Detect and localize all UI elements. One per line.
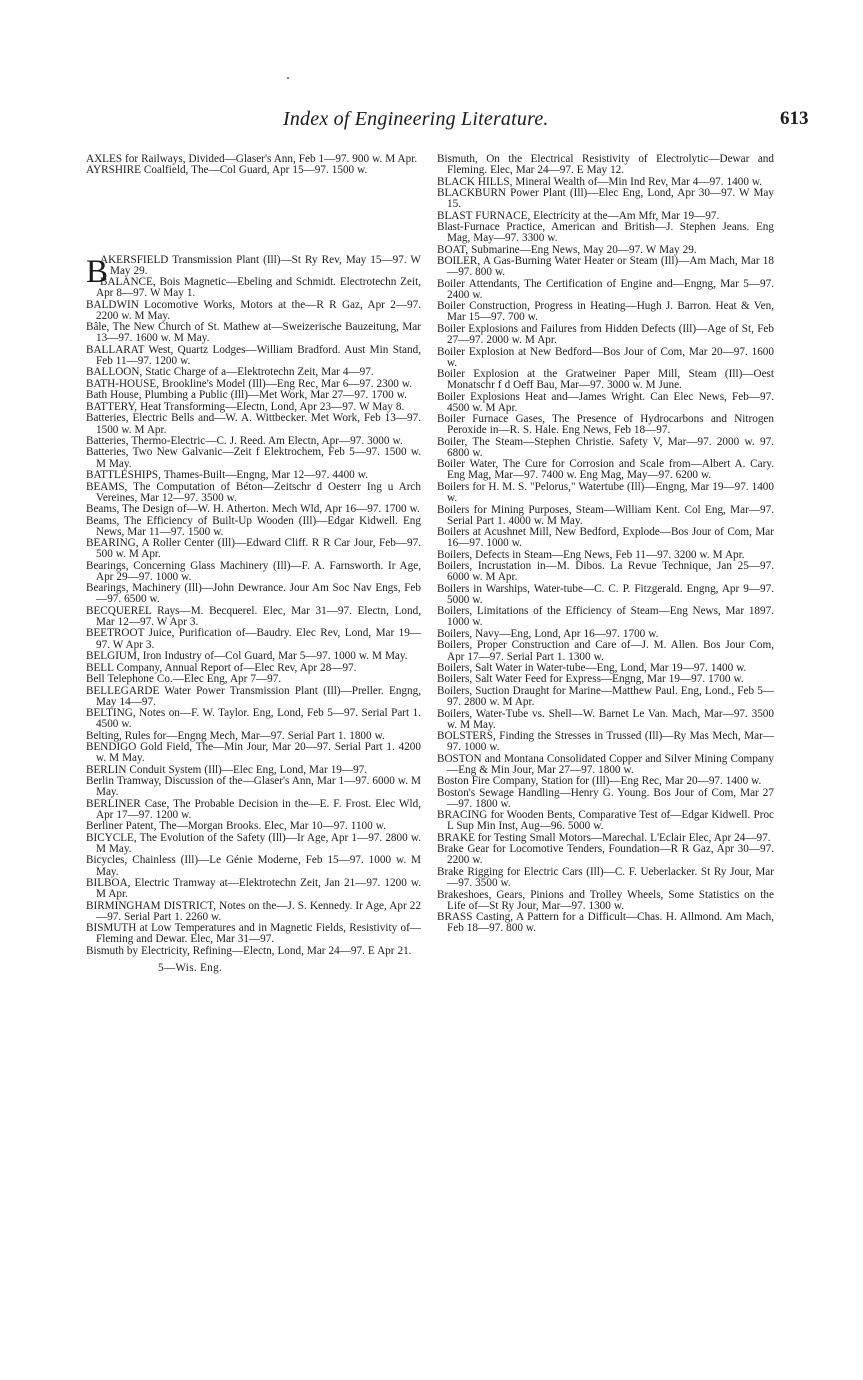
index-entry: Bearings, Concerning Glass Machinery (Ill)—F. A. Farnsworth. Ir Age, Apr 29—97. 1000 w. bbox=[86, 559, 421, 583]
index-entry: Beams, The Design of—W. H. Atherton. Mech Wld, Apr 16—97. 1700 w. bbox=[86, 503, 420, 516]
index-entry: BERLINER Case, The Probable Decision in the—E. F. Frost. Elec Wld, Apr 17—97. 1200 w. bbox=[86, 797, 421, 821]
index-entry: Boilers, Incrustation in—M. Dibos. La Revue Technique, Jan 25—97. 6000 w. M Apr. bbox=[437, 560, 774, 584]
index-entry: Batteries, Electric Bells and—W. A. Wittbecker. Met Work, Feb 13—97. 1500 w. M Apr. bbox=[86, 412, 421, 436]
index-entry: BELLEGARDE Water Power Transmission Plant (Ill)—Preller. Engng, May 14—97. bbox=[86, 684, 421, 708]
index-entry: BEAMS, The Computation of Béton—Zeitschr d Oesterr Ing u Arch Vereines, Mar 12—97. 3500 w. bbox=[86, 480, 421, 504]
index-entry: BALLOON, Static Charge of a—Elektrotechn Zeit, Mar 4—97. bbox=[86, 366, 374, 379]
index-entry: Boilers, Salt Water Feed for Express—Engng, Mar 19—97. 1700 w. bbox=[437, 673, 744, 686]
index-entry: BIRMINGHAM DISTRICT, Notes on the—J. S. Kennedy. Ir Age, Apr 22—97. Serial Part 1. 2260 w. bbox=[86, 899, 421, 923]
index-entry: BISMUTH at Low Temperatures and in Magnetic Fields, Resistivity of—Fleming and Dewar. Elec, Mar 31—97. bbox=[86, 922, 421, 946]
index-entry: Beams, The Efficiency of Built-Up Wooden (Ill)—Edgar Kidwell. Eng News, Mar 11—97. 1500 w. bbox=[86, 514, 421, 538]
page-number: 613 bbox=[780, 108, 809, 129]
index-entry: BECQUEREL Rays—M. Becquerel. Elec, Mar 31—97. Electn, Lond, Mar 12—97. W Apr 3. bbox=[86, 604, 421, 628]
index-entry: BICYCLE, The Evolution of the Safety (Ill)—Ir Age, Apr 1—97. 2800 w. M May. bbox=[86, 831, 421, 855]
index-entry: BRACING for Wooden Bents, Comparative Test of—Edgar Kidwell. Proc L Sup Min Inst, Aug—96. 5000 w. bbox=[437, 809, 774, 833]
index-entry: BENDIGO Gold Field, The—Min Jour, Mar 20—97. Serial Part 1. 4200 w. M May. bbox=[86, 741, 421, 765]
index-entry: Boilers for Mining Purposes, Steam—William Kent. Col Eng, Mar—97. Serial Part 1. 4000 w. M May. bbox=[437, 503, 774, 527]
index-entry: BELTING, Notes on—F. W. Taylor. Eng, Lond, Feb 5—97. Serial Part 1. 4500 w. bbox=[86, 707, 421, 731]
index-entry: AYRSHIRE Coalfield, The—Col Guard, Apr 15—97. 1500 w. bbox=[86, 164, 368, 177]
index-entry: BOILER, A Gas-Burning Water Heater or Steam (Ill)—Am Mach, Mar 18—97. 800 w. bbox=[437, 255, 774, 279]
index-entry: Boilers, Navy—Eng, Lond, Apr 16—97. 1700 w. bbox=[437, 627, 659, 640]
drop-cap-letter: B bbox=[86, 253, 109, 290]
index-entry: Boilers, Water-Tube vs. Shell—W. Barnet Le Van. Mach, Mar—97. 3500 w. M May. bbox=[437, 707, 774, 731]
index-entry: BOSTON and Montana Consolidated Copper and Silver Mining Company—Eng & Min Jour, Mar 27—97. 1800 w. bbox=[437, 752, 774, 776]
index-entry: BOAT, Submarine—Eng News, May 20—97. W May 29. bbox=[437, 243, 697, 256]
index-entry: Boilers for H. M. S. "Pelorus," Watertube (Ill)—Engng, Mar 19—97. 1400 w. bbox=[437, 480, 774, 505]
index-entry: Boiler Attendants, The Certification of Engine and—Engng, Mar 5—97. 2400 w. bbox=[437, 277, 774, 301]
index-entry: Boston's Sewage Handling—Henry G. Young. Bos Jour of Com, Mar 27—97. 1800 w. bbox=[437, 786, 774, 810]
index-entry: Boiler Explosion at the Gratweiner Paper Mill, Steam (Ill)—Oest Monatschr f d Oeff Bau, Mar—97. 3000 w. M June. bbox=[437, 368, 774, 392]
index-entry: Belting, Rules for—Engng Mech, Mar—97. Serial Part 1. 1800 w. bbox=[86, 729, 385, 742]
index-entry: Boiler Explosions and Failures from Hidden Defects (Ill)—Age of St, Feb 27—97. 2000 w. M Apr. bbox=[437, 322, 774, 347]
index-entry: BEARING, A Roller Center (Ill)—Edward Cliff. R R Car Jour, Feb—97. 500 w. M Apr. bbox=[86, 537, 421, 561]
index-entry: Boston Fire Company, Station for (Ill)—Eng Rec, Mar 20—97. 1400 w. bbox=[437, 775, 762, 788]
index-entry: Boilers, Salt Water in Water-tube—Eng, Lond, Mar 19—97. 1400 w. bbox=[437, 661, 747, 674]
index-entry: Boiler Construction, Progress in Heating—Hugh J. Barron. Heat & Ven, Mar 15—97. 700 w. bbox=[437, 300, 774, 324]
index-entry: BATTLESHIPS, Thames-Built—Engng, Mar 12—97. 4400 w. bbox=[86, 469, 368, 482]
index-entry: BELGIUM, Iron Industry of—Col Guard, Mar 5—97. 1000 w. M May. bbox=[86, 650, 408, 663]
index-entry: Boilers at Acushnet Mill, New Bedford, Explode—Bos Jour of Com, Mar 16—97. 1000 w. bbox=[437, 526, 774, 550]
index-entry: Boilers, Suction Draught for Marine—Matthew Paul. Eng, Lond., Feb 5—97. 2800 w. M Apr. bbox=[437, 684, 774, 709]
index-entry: Brakeshoes, Gears, Pinions and Trolley Wheels, Some Statistics on the Life of—St Ry Jour, Mar—97. 1300 w. bbox=[437, 888, 774, 912]
right-column bbox=[437, 154, 774, 935]
index-entry: BATH-HOUSE, Brookline's Model (Ill)—Eng Rec, Mar 6—97. 2300 w. bbox=[86, 377, 413, 390]
index-entry: Batteries, Thermo-Electric—C. J. Reed. Am Electn, Apr—97. 3000 w. bbox=[86, 434, 403, 447]
index-entry: Blast-Furnace Practice, American and British—J. Stephen Jeans. Eng Mag, May—97. 3300 w. bbox=[437, 221, 774, 245]
index-entry: Bicycles, Chainless (Ill)—Le Génie Moderne, Feb 15—97. 1000 w. M May. bbox=[86, 854, 421, 878]
index-entry: Bell Telephone Co.—Elec Eng, Apr 7—97. bbox=[86, 673, 282, 686]
index-entry: BOLSTERS, Finding the Stresses in Trussed (Ill)—Ry Mas Mech, Mar—97. 1000 w. bbox=[437, 730, 774, 754]
index-entry: Bâle, The New Church of St. Mathew at—Sweizerische Bauzeitung, Mar 13—97. 1600 w. M May. bbox=[86, 321, 421, 345]
index-entry: Boiler Water, The Cure for Corrosion and Scale from—Albert A. Cary. Eng Mag, Mar—97. 7400 w. Eng Mag, May—97. 6200 w. bbox=[437, 458, 774, 482]
left-column bbox=[86, 154, 421, 974]
index-entry: BLAST FURNACE, Electricity at the—Am Mfr, Mar 19—97. bbox=[437, 209, 720, 222]
index-entry: Berliner Patent, The—Morgan Brooks. Elec, Mar 10—97. 1100 w. bbox=[86, 820, 386, 833]
index-entry: Bath House, Plumbing a Public (Ill)—Met Work, Mar 27—97. 1700 w. bbox=[86, 389, 407, 402]
index-entry: Boiler, The Steam—Stephen Christie. Safety V, Mar—97. 2000 w. 97. 6800 w. bbox=[437, 435, 774, 459]
index-entry: Boilers, Defects in Steam—Eng News, Feb 11—97. 3200 w. M Apr. bbox=[437, 548, 745, 561]
index-entry: Boiler Explosion at New Bedford—Bos Jour of Com, Mar 20—97. 1600 w. bbox=[437, 345, 774, 369]
index-entry: AXLES for Railways, Divided—Glaser's Ann, Feb 1—97. 900 w. M Apr. bbox=[86, 153, 418, 165]
index-entry: BEETROOT Juice, Purification of—Baudry. Elec Rev, Lond, Mar 19—97. W Apr 3. bbox=[86, 627, 421, 651]
index-entry: BATTERY, Heat Transforming—Electn, Lond, Apr 23—97. W May 8. bbox=[86, 400, 405, 413]
index-entry: Bismuth, On the Electrical Resistivity of Electrolytic—Dewar and Fleming. Elec, Mar 24—97. E May 12. bbox=[437, 153, 774, 177]
page-title: Index of Engineering Literature. bbox=[283, 108, 549, 130]
index-entry: Boilers in Warships, Water-tube—C. C. P. Fitzgerald. Engng, Apr 9—97. 5000 w. bbox=[437, 582, 774, 606]
index-entry: BALLARAT West, Quartz Lodges—William Bradford. Aust Min Stand, Feb 11—97. 1200 w. bbox=[86, 343, 421, 367]
signature-mark: 5—Wis. Eng. bbox=[158, 961, 223, 974]
index-entry: BLACKBURN Power Plant (Ill)—Elec Eng, Lond, Apr 30—97. W May 15. bbox=[437, 187, 774, 211]
index-entry: BERLIN Conduit System (Ill)—Elec Eng, Lond, Mar 19—97. bbox=[86, 763, 368, 776]
index-entry: BRAKE for Testing Small Motors—Marechal. L'Eclair Elec, Apr 24—97. bbox=[437, 831, 771, 844]
running-header bbox=[0, 108, 863, 134]
index-entry: BELL Company, Annual Report of—Elec Rev, Apr 28—97. bbox=[86, 661, 357, 674]
index-entry: Boilers, Proper Construction and Care of—J. M. Allen. Bos Jour Com, Apr 17—97. Serial Part 1. 1300 w. bbox=[437, 639, 774, 663]
index-entry: B AKERSFIELD Transmission Plant (Ill)—St Ry Rev, May 15—97. W May 29. bbox=[86, 253, 421, 290]
index-entry: BALANCE, Bois Magnetic—Ebeling and Schmidt. Electrotechn Zeit, Apr 8—97. W May 1. bbox=[96, 276, 421, 300]
index-entry: BILBOA, Electric Tramway at—Elektrotechn Zeit, Jan 21—97. 1200 w. M Apr. bbox=[86, 877, 421, 901]
index-entry: Boilers, Limitations of the Efficiency of Steam—Eng News, Mar 1897. 1000 w. bbox=[437, 605, 774, 629]
index-entry: Bearings, Machinery (Ill)—John Dewrance. Jour Am Soc Nav Engs, Feb—97. 6500 w. bbox=[86, 582, 421, 606]
index-entry: Brake Rigging for Electric Cars (Ill)—C. F. Ueberlacker. St Ry Jour, Mar—97. 3500 w. bbox=[437, 865, 774, 890]
index-entry: Bismuth by Electricity, Refining—Electn, Lond, Mar 24—97. E Apr 21. bbox=[86, 944, 412, 957]
index-entry: BRASS Casting, A Pattern for a Difficult—Chas. H. Allmond. Am Mach, Feb 18—97. 800 w. bbox=[437, 911, 774, 935]
index-entry: Boiler Furnace Gases, The Presence of Hydrocarbons and Nitrogen Peroxide in—R. S. Hale. Eng News, Feb 18—97. bbox=[437, 413, 774, 437]
index-entry: Boiler Explosions Heat and—James Wright. Can Elec News, Feb—97. 4500 w. M Apr. bbox=[437, 390, 774, 414]
index-entry: BALDWIN Locomotive Works, Motors at the—R R Gaz, Apr 2—97. 2200 w. M May. bbox=[86, 298, 421, 322]
index-entry: Batteries, Two New Galvanic—Zeit f Elektrochem, Feb 5—97. 1500 w. M May. bbox=[86, 446, 421, 470]
print-speck bbox=[287, 77, 289, 79]
index-entry: BLACK HILLS, Mineral Wealth of—Min Ind Rev, Mar 4—97. 1400 w. bbox=[437, 175, 763, 188]
index-entry: Brake Gear for Locomotive Tenders, Foundation—R R Gaz, Apr 30—97. 2200 w. bbox=[437, 843, 774, 867]
index-entry: Berlin Tramway, Discussion of the—Glaser's Ann, Mar 1—97. 6000 w. M May. bbox=[86, 775, 421, 799]
